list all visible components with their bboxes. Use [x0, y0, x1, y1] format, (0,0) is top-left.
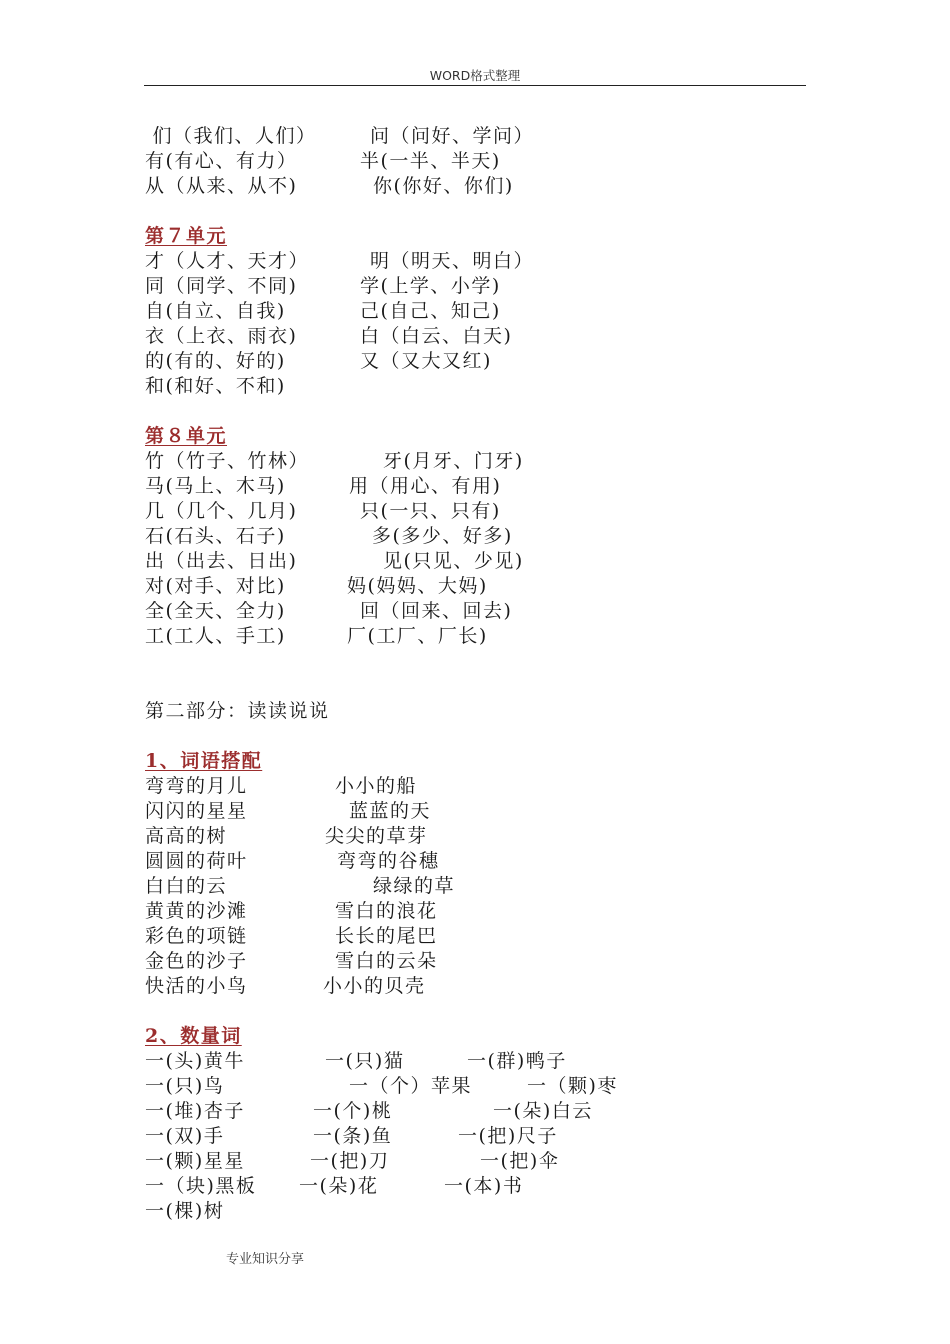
measure-row: [145, 1149, 845, 1174]
measure-entry: 一(条)鱼: [313, 1125, 393, 1147]
phrase-entry: 高高的树: [145, 825, 228, 847]
word-entry: 见(只见、少见): [383, 550, 524, 572]
phrase-row: [145, 799, 845, 824]
word-row: [145, 349, 845, 374]
phrase-entry: 弯弯的谷穗: [337, 850, 440, 872]
phrase-entry: 弯弯的月儿: [145, 775, 248, 797]
unit-7-heading: 第７单元: [145, 225, 228, 247]
measure-entry: 一(把)尺子: [458, 1125, 558, 1147]
word-entry: 用（用心、有用): [349, 475, 502, 497]
word-row: [145, 524, 845, 549]
word-row: [145, 474, 845, 499]
measure-entry: 一(棵)树: [145, 1200, 225, 1222]
document-body: [145, 124, 845, 1224]
word-entry: 问（问好、学问）: [370, 125, 535, 147]
measure-row: [145, 1174, 845, 1199]
measure-entry: 一(堆)杏子: [145, 1100, 245, 1122]
word-row: [145, 324, 845, 349]
word-entry: 有(有心、有力）: [145, 150, 298, 172]
word-entry: 己(自己、知己): [360, 300, 501, 322]
page-header-title: WORD格式整理: [429, 68, 521, 83]
phrase-row: [145, 874, 845, 899]
phrase-row: [145, 924, 845, 949]
word-entry: 竹（竹子、竹林）: [145, 450, 310, 472]
measure-entry: 一(双)手: [145, 1125, 225, 1147]
word-entry: 厂(工厂、厂长): [347, 625, 488, 647]
phrase-entry: 快活的小鸟: [145, 975, 248, 997]
measure-entry: 一(只)鸟: [145, 1075, 225, 1097]
section-1-heading: 1、词语搭配: [145, 750, 263, 772]
word-entry: 衣（上衣、雨衣): [145, 325, 298, 347]
phrase-entry: 蓝蓝的天: [349, 800, 432, 822]
phrase-row: [145, 899, 845, 924]
word-row: [145, 449, 845, 474]
page-footer: 专业知识分享: [226, 1252, 305, 1267]
measure-entry: 一(朵)白云: [493, 1100, 593, 1122]
phrase-entry: 白白的云: [145, 875, 228, 897]
measure-entry: 一(只)猫: [325, 1050, 405, 1072]
word-entry: 的(有的、好的): [145, 350, 286, 372]
phrase-entry: 长长的尾巴: [335, 925, 438, 947]
phrase-entry: 小小的船: [335, 775, 418, 797]
measure-entry: 一(朵)花: [299, 1175, 379, 1197]
phrase-entry: 黄黄的沙滩: [145, 900, 248, 922]
word-entry: 多(多少、好多): [372, 525, 513, 547]
word-entry: 石(石头、石子): [145, 525, 286, 547]
word-row: [145, 374, 845, 399]
word-row: [145, 499, 845, 524]
word-entry: 妈(妈妈、大妈): [347, 575, 488, 597]
phrase-entry: 金色的沙子: [145, 950, 248, 972]
word-entry: 自(自立、自我): [145, 300, 286, 322]
measure-entry: 一（个）苹果: [349, 1075, 473, 1097]
measure-entry: 一(群)鸭子: [467, 1050, 567, 1072]
word-entry: 同（同学、不同): [145, 275, 298, 297]
word-entry: 对(对手、对比): [145, 575, 286, 597]
phrase-row: [145, 974, 845, 999]
measure-entry: 一（块)黑板: [145, 1175, 257, 1197]
part-2-title: 第二部分：读读说说: [145, 700, 330, 722]
measure-entry: 一（颗)枣: [527, 1075, 618, 1097]
word-entry: 又（又大又红): [360, 350, 492, 372]
word-entry: 马(马上、木马): [145, 475, 286, 497]
word-entry: 回（回来、回去): [360, 600, 513, 622]
measure-row: [145, 1124, 845, 1149]
measure-entry: 一(把)伞: [480, 1150, 560, 1172]
phrase-entry: 尖尖的草芽: [325, 825, 428, 847]
word-entry: 白（白云、白天): [360, 325, 513, 347]
phrase-entry: 圆圆的荷叶: [145, 850, 248, 872]
word-entry: 全(全天、全力): [145, 600, 286, 622]
measure-row: [145, 1099, 845, 1124]
unit-8-heading: 第８单元: [145, 425, 228, 447]
phrase-row: [145, 849, 845, 874]
section-2-heading: 2、数量词: [145, 1025, 242, 1047]
word-entry: 工(工人、手工): [145, 625, 286, 647]
measure-entry: 一(个)桃: [313, 1100, 393, 1122]
phrase-entry: 雪白的浪花: [335, 900, 438, 922]
phrase-row: [145, 949, 845, 974]
word-entry: 半(一半、半天): [360, 150, 501, 172]
phrase-row: [145, 774, 845, 799]
measure-entry: 一(本)书: [444, 1175, 524, 1197]
word-entry: 们（我们、人们）: [145, 125, 317, 147]
measure-row: [145, 1049, 845, 1074]
measure-entry: 一(头)黄牛: [145, 1050, 245, 1072]
word-entry: 学(上学、小学): [360, 275, 501, 297]
word-entry: 明（明天、明白）: [370, 250, 535, 272]
phrase-entry: 绿绿的草: [373, 875, 456, 897]
measure-entry: 一(颗)星星: [145, 1150, 245, 1172]
word-entry: 牙(月牙、门牙): [383, 450, 524, 472]
word-row: [145, 574, 845, 599]
word-row: [145, 249, 845, 274]
word-entry: 你(你好、你们): [373, 175, 514, 197]
word-row: [145, 124, 845, 149]
word-entry: 和(和好、不和): [145, 375, 286, 397]
word-row: [145, 299, 845, 324]
word-row: [145, 274, 845, 299]
word-row: [145, 149, 845, 174]
word-entry: 才（人才、天才）: [145, 250, 310, 272]
word-entry: 从（从来、从不): [145, 175, 298, 197]
phrase-entry: 雪白的云朵: [335, 950, 438, 972]
word-entry: 只(一只、只有): [360, 500, 501, 522]
word-row: [145, 624, 845, 649]
phrase-entry: 小小的贝壳: [323, 975, 426, 997]
word-entry: 出（出去、日出): [145, 550, 298, 572]
word-entry: 几（几个、几月): [145, 500, 298, 522]
phrase-entry: 闪闪的星星: [145, 800, 248, 822]
phrase-entry: 彩色的项链: [145, 925, 248, 947]
measure-entry: 一(把)刀: [310, 1150, 390, 1172]
measure-row: [145, 1199, 845, 1224]
word-row: [145, 174, 845, 199]
measure-row: [145, 1074, 845, 1099]
word-row: [145, 599, 845, 624]
header-divider: [144, 85, 806, 86]
phrase-row: [145, 824, 845, 849]
word-row: [145, 549, 845, 574]
